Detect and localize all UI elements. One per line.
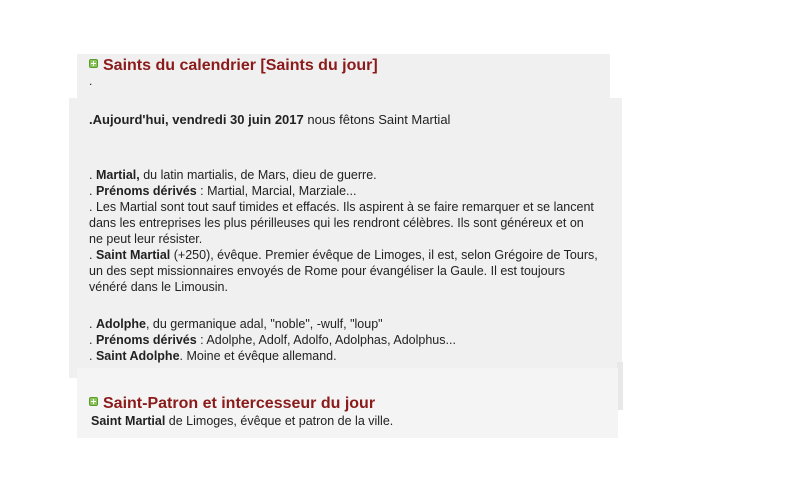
martial-derived-names: . Prénoms dérivés : Martial, Marcial, Marziale... bbox=[89, 184, 357, 198]
section-title-label[interactable]: Saints du calendrier [Saints du jour] bbox=[103, 57, 378, 74]
adolphe-origin: . Adolphe, du germanique adal, "noble", -wulf, "loup" bbox=[89, 317, 383, 331]
martial-block bbox=[89, 167, 599, 295]
separator-dot: . bbox=[89, 74, 93, 88]
today-line bbox=[89, 112, 450, 127]
section-title-label[interactable]: Saint-Patron et intercesseur du jour bbox=[103, 395, 376, 412]
adolphe-block bbox=[89, 316, 599, 364]
martial-origin: . Martial, du latin martialis, de Mars, dieu de guerre. bbox=[89, 168, 377, 182]
martial-description: . Les Martial sont tout sauf timides et effacés. Ils aspirent à se faire remarquer et se lancent dans les entreprises les plus périlleuses qui les rendront célèbres. Ils sont généreux et on ne peut leur résister. bbox=[89, 200, 594, 246]
today-saint: nous fêtons Saint Martial bbox=[303, 112, 451, 127]
saint-martial-bio: . Saint Martial (+250), évêque. Premier évêque de Limoges, il est, selon Grégoire de Tours, un des sept missionnaires envoyés de Rome pour évangéliser la Gaule. Il est toujours vénéré dans le Limousin. bbox=[89, 248, 598, 294]
saint-adolphe-bio: . Saint Adolphe. Moine et évêque allemand. bbox=[89, 349, 337, 363]
today-date: .Aujourd'hui, vendredi 30 juin 2017 bbox=[89, 112, 304, 127]
section-title-saints[interactable] bbox=[89, 57, 378, 75]
plus-icon[interactable] bbox=[89, 59, 98, 68]
patron-text: Saint Martial de Limoges, évêque et patron de la ville. bbox=[91, 414, 394, 428]
adolphe-derived-names: . Prénoms dérivés : Adolphe, Adolf, Adolfo, Adolphas, Adolphus... bbox=[89, 333, 456, 347]
section-title-patron[interactable] bbox=[89, 395, 375, 413]
plus-icon[interactable] bbox=[89, 397, 98, 406]
